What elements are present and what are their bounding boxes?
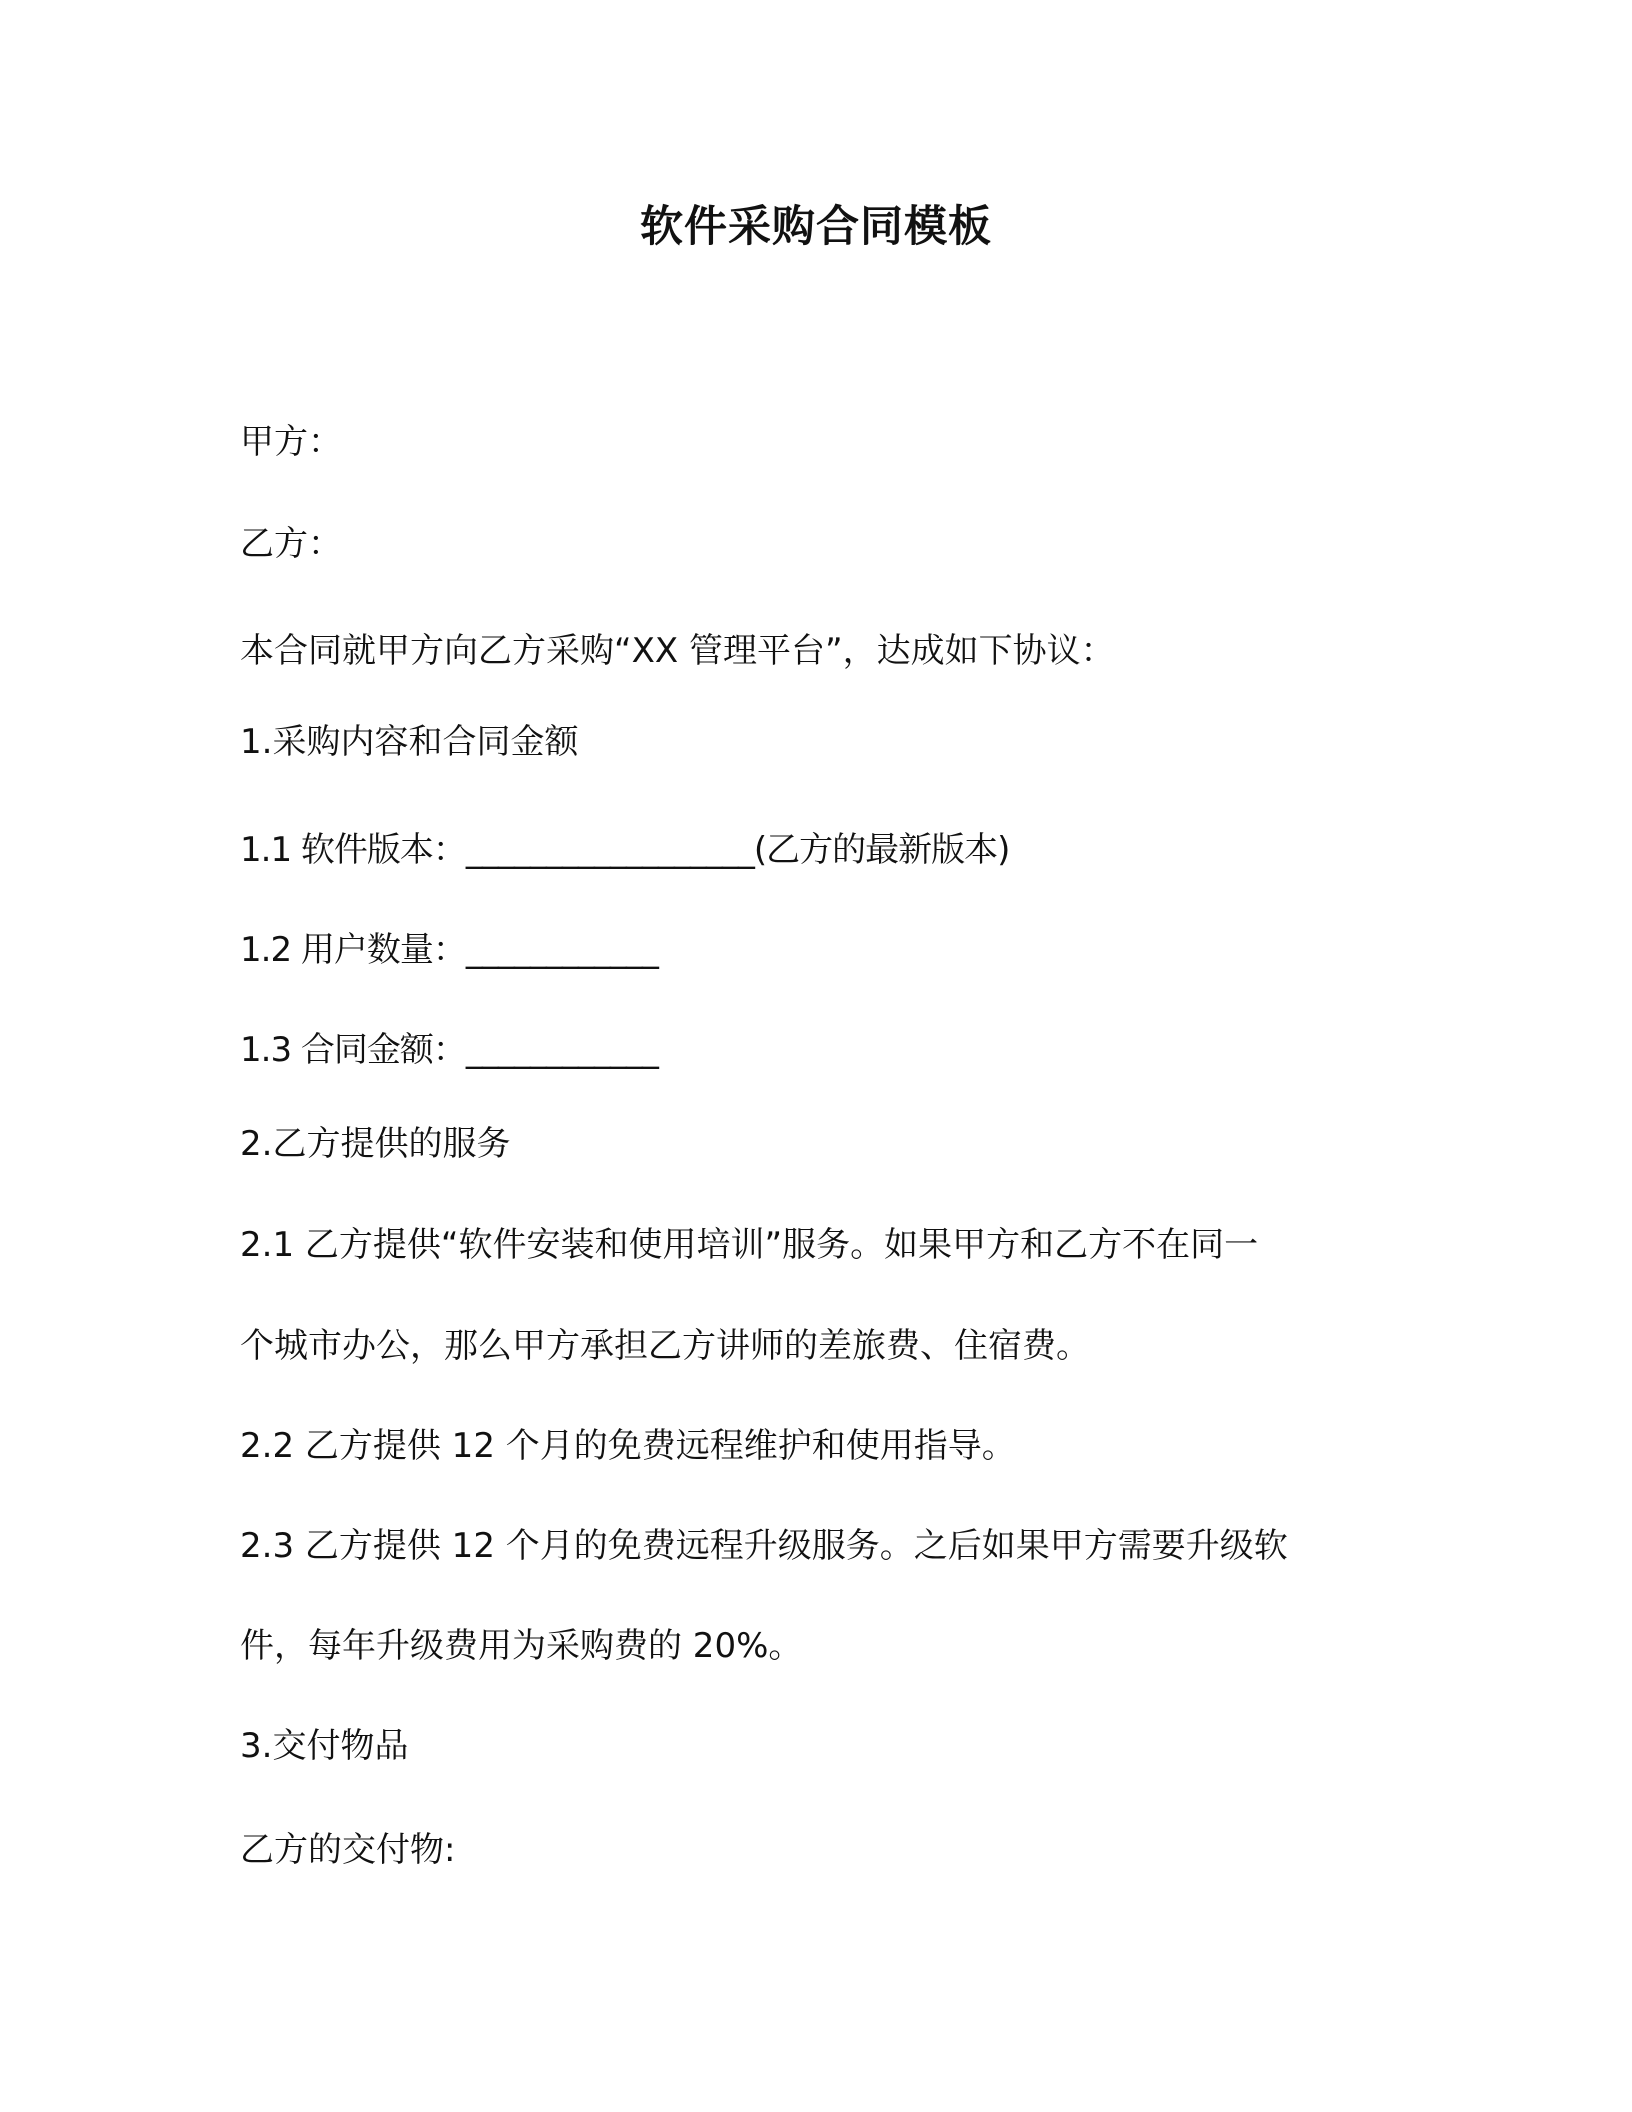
party-a-line: 甲方： bbox=[240, 422, 342, 462]
clause-1-1: 1.1 软件版本：__________________(乙方的最新版本) bbox=[240, 830, 1010, 870]
clause-1-2: 1.2 用户数量：____________ bbox=[240, 930, 658, 970]
party-b-line: 乙方： bbox=[240, 524, 342, 564]
clause-2-1-line-2: 个城市办公，那么甲方承担乙方讲师的差旅费、住宿费。 bbox=[240, 1326, 1090, 1366]
clause-2-1-line-1: 2.1 乙方提供“软件安装和使用培训”服务。如果甲方和乙方不在同一 bbox=[240, 1225, 1259, 1265]
section-1-heading: 1.采购内容和合同金额 bbox=[240, 722, 579, 762]
agreement-intro: 本合同就甲方向乙方采购“XX 管理平台”，达成如下协议： bbox=[240, 631, 1115, 671]
clause-2-3-line-2: 件，每年升级费用为采购费的 20%。 bbox=[240, 1626, 803, 1666]
clause-1-3: 1.3 合同金额：____________ bbox=[240, 1030, 658, 1070]
deliverables-line: 乙方的交付物: bbox=[240, 1830, 456, 1870]
clause-2-2: 2.2 乙方提供 12 个月的免费远程维护和使用指导。 bbox=[240, 1426, 1016, 1466]
clause-2-3-line-1: 2.3 乙方提供 12 个月的免费远程升级服务。之后如果甲方需要升级软 bbox=[240, 1526, 1288, 1566]
section-3-heading: 3.交付物品 bbox=[240, 1726, 409, 1766]
document-title: 软件采购合同模板 bbox=[640, 202, 992, 252]
section-2-heading: 2.乙方提供的服务 bbox=[240, 1124, 511, 1164]
